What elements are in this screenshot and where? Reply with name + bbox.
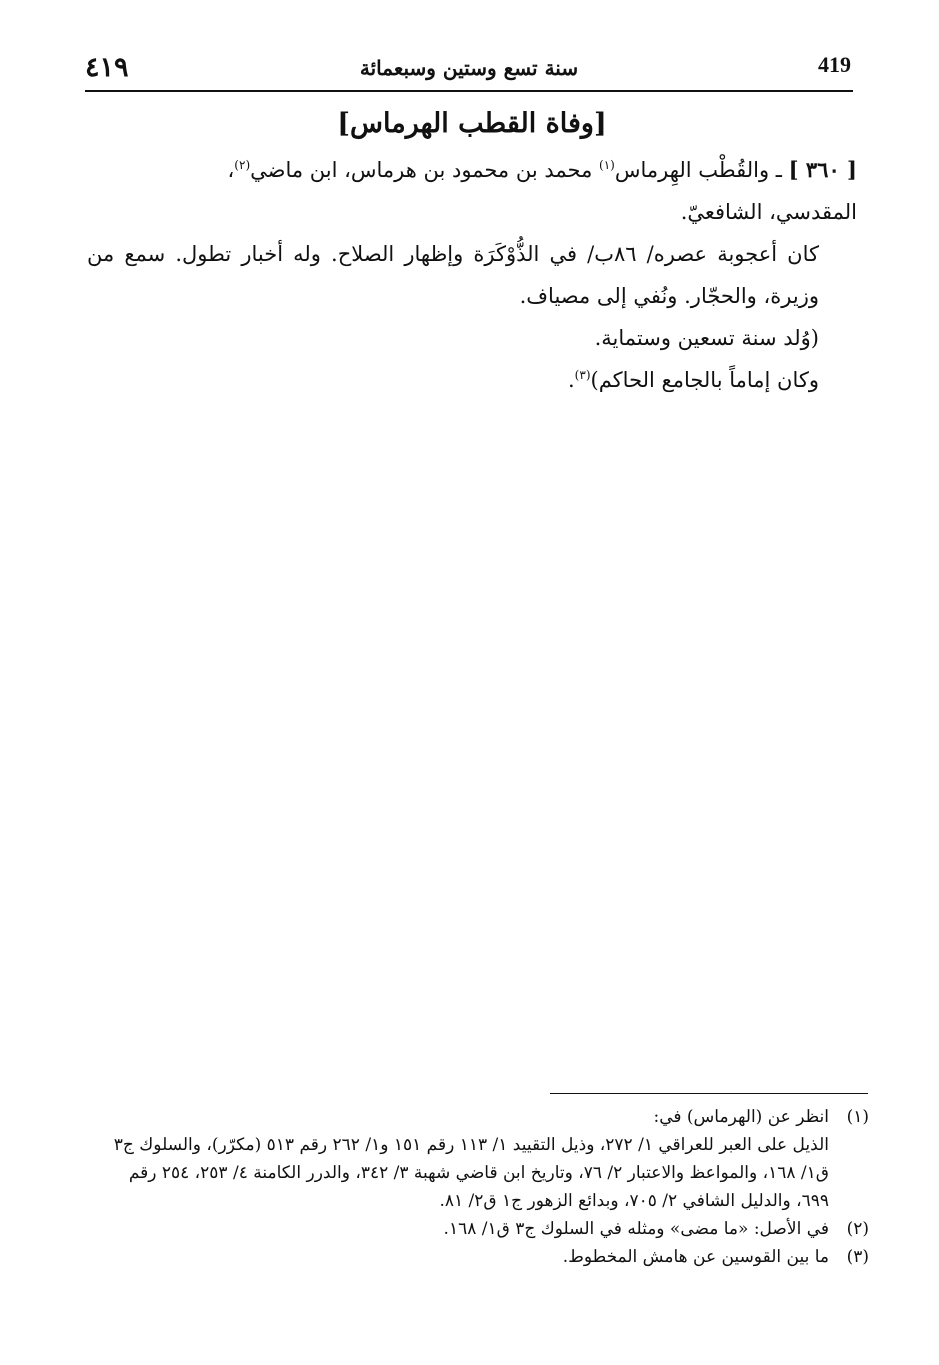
page-number-arabic: ٤١٩ bbox=[85, 52, 129, 83]
footnote-text: انظر عن (الهرماس) في: bbox=[653, 1107, 829, 1127]
imam-text-end: . bbox=[567, 368, 575, 392]
entry-comma: ، bbox=[227, 158, 235, 182]
footnote-ref-2: (٢) bbox=[234, 158, 251, 172]
entry-lineage: محمد بن محمود بن هرماس، ابن ماضي bbox=[250, 158, 599, 182]
entry-name: ـ والقُطْب الهِرماس bbox=[614, 158, 782, 182]
footnote-2 bbox=[99, 1215, 869, 1243]
footnote-ref-3: (٣) bbox=[574, 368, 591, 382]
footnote-number: (٣) bbox=[846, 1247, 869, 1267]
imam-text: وكان إماماً بالجامع الحاكم) bbox=[590, 368, 819, 392]
footnote-number: (١) bbox=[846, 1107, 869, 1127]
imam-line bbox=[87, 359, 857, 401]
birth-line: (وُلد سنة تسعين وستماية. bbox=[594, 326, 819, 350]
header-rule bbox=[85, 90, 853, 92]
footnote-1-sources: الذيل على العبر للعراقي ١/ ٢٧٢، وذيل التقييد ١/ ١١٣ رقم ١٥١ و١/ ٢٦٢ رقم ٥١٣ (مكرّر)، والسلوك ج٣ ق١/ ١٦٨، والمواعظ والاعتبار ٢/ ٧٦، وتاريخ ابن قاضي شهبة ٣/ ٣٤٢، والدرر الكامنة ٤/ ٢٥٣، ٢٥٤ رقم ٦٩٩، والدليل الشافي ٢/ ٧٠٥، وبدائع الزهور ج١ ق٢/ ٨١. bbox=[113, 1135, 829, 1211]
footnotes bbox=[99, 1103, 869, 1271]
entry-paragraph bbox=[87, 149, 857, 233]
page-number-latin: 419 bbox=[818, 52, 851, 77]
footnote-text: في الأصل: «ما مضى» ومثله في السلوك ج٣ ق١/ ١٦٨. bbox=[443, 1219, 829, 1239]
footnote-ref-1: (١) bbox=[599, 158, 615, 172]
page-header bbox=[85, 50, 853, 90]
entry-nisba: المقدسي، الشافعيّ. bbox=[680, 200, 857, 224]
main-text bbox=[87, 108, 857, 401]
footnote-3 bbox=[99, 1243, 869, 1271]
entry-number: [ ٣٦٠ ] bbox=[788, 157, 857, 182]
biography-paragraph: كان أعجوبة عصره/ ٨٦ب/ في الذُّوْكَرَة وإظهار الصلاح. وله أخبار تطول. سمع من وزيرة، والحجّار. ونُفي إلى مصياف. bbox=[87, 242, 819, 308]
footnote-number: (٢) bbox=[846, 1219, 869, 1239]
section-title: [وفاة القطب الهرماس] bbox=[337, 108, 607, 139]
running-title: سنة تسع وستين وسبعمائة bbox=[359, 56, 579, 80]
footnote-1 bbox=[99, 1103, 869, 1131]
footnote-rule bbox=[550, 1093, 868, 1094]
footnote-text: ما بين القوسين عن هامش المخطوط. bbox=[562, 1247, 829, 1267]
